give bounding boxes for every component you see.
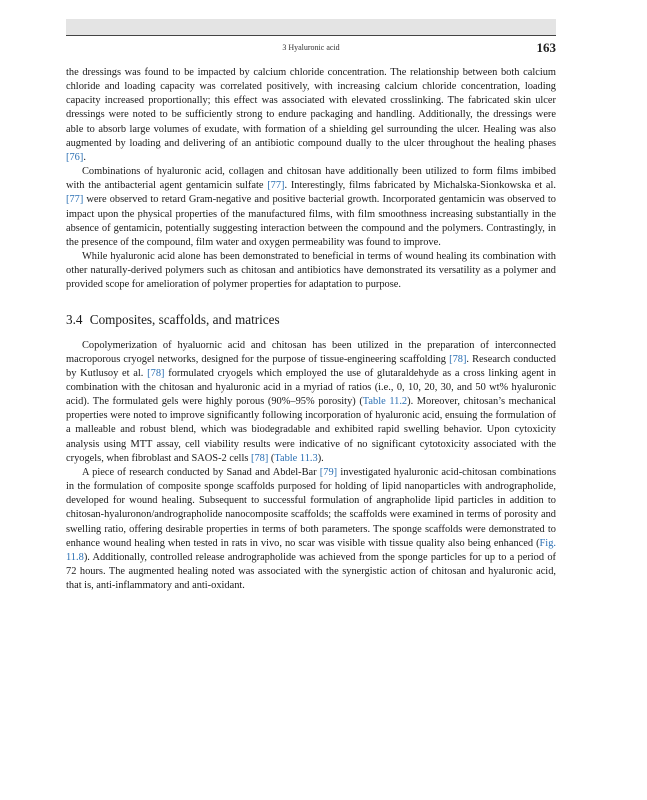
page-number: 163 — [536, 40, 556, 55]
paragraph-text: formulated cryogels which employed the use of glutaraldehyde as a cross linking agent in combination with the chitosan and hyaluronic acid in a myriad of ratios (i.e., 0, 10, 20, 30, and 50 wt% hyaluronic acid). The formulated gels were highly porous (90%–95% porosity) ( — [66, 367, 556, 408]
paragraph-text: . Research conducted by Kutlusoy et al. — [66, 353, 556, 379]
reference-link[interactable]: [77] — [267, 180, 285, 192]
header-rule — [66, 35, 556, 36]
reference-link[interactable]: [78] — [250, 452, 269, 464]
paragraph-text: A piece of research conducted by Sanad and Abdel-Bar — [82, 466, 320, 478]
paragraph-text: ). — [317, 452, 324, 464]
paragraph — [66, 165, 556, 250]
paragraph-text: investigated hyaluronic acid-chitosan combinations in the formulation of composite sponge scaffolds purposed for holding of lipid nanoparticles with andrographolide, developed for wound healing. Subsequent to successful formulation of angrapholide lipid particles in addition to chitosan-hyaluronon/andrographolide nanocomposite scaffolds; the scaffolds were examined in terms of porosity and swelling ratio, offering desirable properties in terms of both parameters. The sponge scaffolds were demonstrated to enhance wound healing when tested in rats in vivo, no scar was visible with tissue quality also being enhanced ( — [66, 466, 556, 549]
paragraph-text: ( — [268, 452, 275, 464]
paragraph — [66, 66, 556, 165]
page-body — [66, 66, 556, 593]
section-paragraphs — [66, 339, 556, 594]
paragraph-text: . Interestingly, films fabricated by Michalska-Sionkowska et al. — [284, 180, 556, 192]
section-number: 3.4 — [66, 311, 83, 327]
paragraph — [66, 339, 556, 466]
paragraph — [66, 466, 556, 593]
section-heading — [66, 312, 556, 328]
paragraph-text: While hyaluronic acid alone has been demonstrated to beneficial in terms of wound healing its combination with other naturally-derived polymers such as chitosan and antibiotics have demonstrated its versatility as a polymer and provided scope for amelioration of polymer properties for adaptation to purpose. — [66, 251, 556, 291]
reference-link[interactable]: Table 11.3 — [274, 452, 318, 464]
header-bar — [66, 19, 556, 35]
reference-link[interactable]: Fig. 11.8 — [66, 537, 556, 563]
paragraph-text: were observed to retard Gram-negative and positive bacterial growth. Incorporated gentamicin was observed to impact upon the physical properties of the manufactured films, with film smoothness increasing substantially in the absence of gentamicin, potentially suggesting interaction between the compound and the polymers. Contrastingly, in the presence of the compound, film water and oxygen permeability was found to improve. — [66, 194, 556, 248]
reference-link[interactable]: [79] — [319, 466, 338, 478]
body-paragraphs — [66, 66, 556, 293]
paragraph-text: . — [83, 151, 86, 163]
paragraph-text: Copolymerization of hyaluornic acid and chitosan has been utilized in the preparation of interconnected macroporous cryogel networks, designed for the purpose of tissue-engineering scaffolding — [66, 339, 556, 365]
reference-link[interactable]: Table 11.2 — [362, 396, 408, 408]
running-title: 3 Hyaluronic acid — [282, 43, 340, 52]
paragraph-text: ). Moreover, chitosan’s mechanical properties were noted to improve significantly following incorporation of hyaluronic acid, ensuing the formulation of a malleable and robust blend, which was biodegradable and exhibited rapid swelling behavior. Upon cytoxicity analysis using MTT assay, cell viability results were indicative of no significant cytotoxicity associated with the cryogels, when fibroblast and SAOS-2 cells — [66, 396, 556, 464]
reference-link[interactable]: [78] — [147, 367, 165, 379]
section-title: Composites, scaffolds, and matrices — [89, 311, 280, 327]
paragraph — [66, 250, 556, 292]
paragraph-text: ). Additionally, controlled release andrographolide was achieved from the sponge particles for up to a period of 72 hours. The augmented healing noted was associated with the synergistic action of chitosan and hyaluronic acid, that is, anti-inflammatory and anti-oxidant. — [66, 551, 556, 592]
reference-link[interactable]: [78] — [449, 353, 467, 365]
running-head — [66, 40, 556, 54]
reference-link[interactable]: [76] — [66, 151, 84, 163]
paragraph-text: the dressings was found to be impacted by calcium chloride concentration. The relationship between both calcium chloride and loading capacity was correlated positively, with increasing calcium chloride concentration, loading capacity increased proportionally; this effect was associated with elevated crosslinking. The fabricated skin ulcer dressings were noted to be sufficiently strong to endure packaging and handling. Additionally, the dressings were able to absorb large volumes of exudate, with formation of a shielding gel surrounding the ulcer. Healing was also augmented by loading and delivering of an antibiotic compound dually to the ulcer throughout the healing phases — [66, 67, 556, 149]
reference-link[interactable]: [77] — [66, 194, 84, 206]
paragraph-text: Combinations of hyaluronic acid, collagen and chitosan have additionally been utilized to form films imbibed with the antibacterial agent gentamicin sulfate — [66, 166, 556, 192]
